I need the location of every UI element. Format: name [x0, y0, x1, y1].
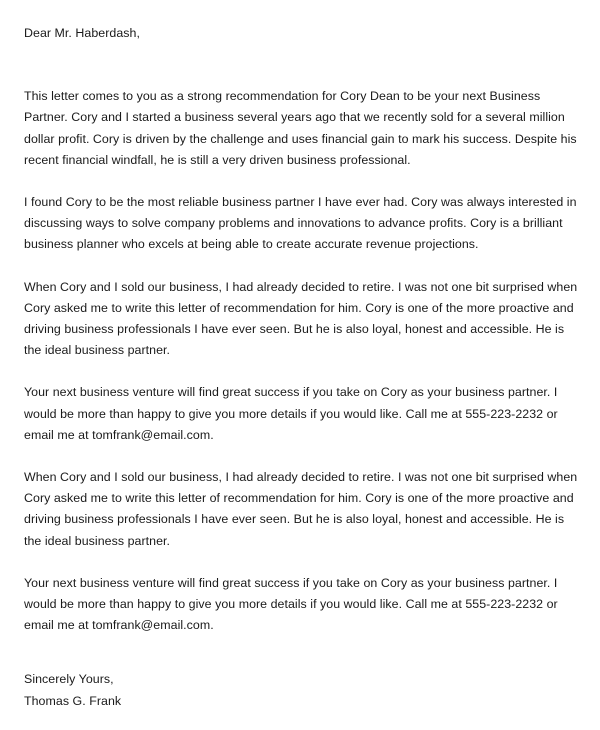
letter-body	[24, 23, 584, 712]
letter-salutation: Dear Mr. Haberdash,	[24, 26, 140, 40]
letter-closing: Sincerely Yours,	[24, 672, 114, 687]
letter-paragraph-2: I found Cory to be the most reliable business partner I have ever had. Cory was always interested in discussing ways to solve company problems and innovations to advance profits. Cory is a brilliant business planner who excels at being able to create accurate revenue projections.	[24, 195, 577, 252]
letter-paragraph-6: Your next business venture will find great success if you take on Cory as your business partner. I would be more than happy to give you more details if you would like. Call me at 555-223-2232 or email me at tomfrank@email.com.	[24, 575, 558, 633]
letter-signature: Thomas G. Frank	[24, 693, 122, 708]
letter-paragraph-4: Your next business venture will find great success if you take on Cory as your business partner. I would be more than happy to give you more details if you would like. Call me at 555-223-2232 or email me at tomfrank@email.com.	[24, 385, 558, 442]
letter-paragraph-1: This letter comes to you as a strong recommendation for Cory Dean to be your next Business Partner. Cory and I started a business several years ago that we recently sold for a several million dollar profit. Cory is driven by the challenge and uses financial gain to mark his success. Despite his recent financial windfall, he is still a very driven business professional.	[24, 89, 577, 167]
letter-paragraph-3: When Cory and I sold our business, I had already decided to retire. I was not one bit surprised when Cory asked me to write this letter of recommendation for him. Cory is one of the more proactive and driving business professionals I have ever seen. But he is also loyal, honest and accessible. He is the ideal business partner.	[24, 279, 578, 358]
letter-paragraph-5: When Cory and I sold our business, I had already decided to retire. I was not one bit surprised when Cory asked me to write this letter of recommendation for him. Cory is one of the more proactive and driving business professionals I have ever seen. But he is also loyal, honest and accessible. He is the ideal business partner.	[24, 470, 578, 548]
letter-closing-block	[24, 669, 584, 711]
